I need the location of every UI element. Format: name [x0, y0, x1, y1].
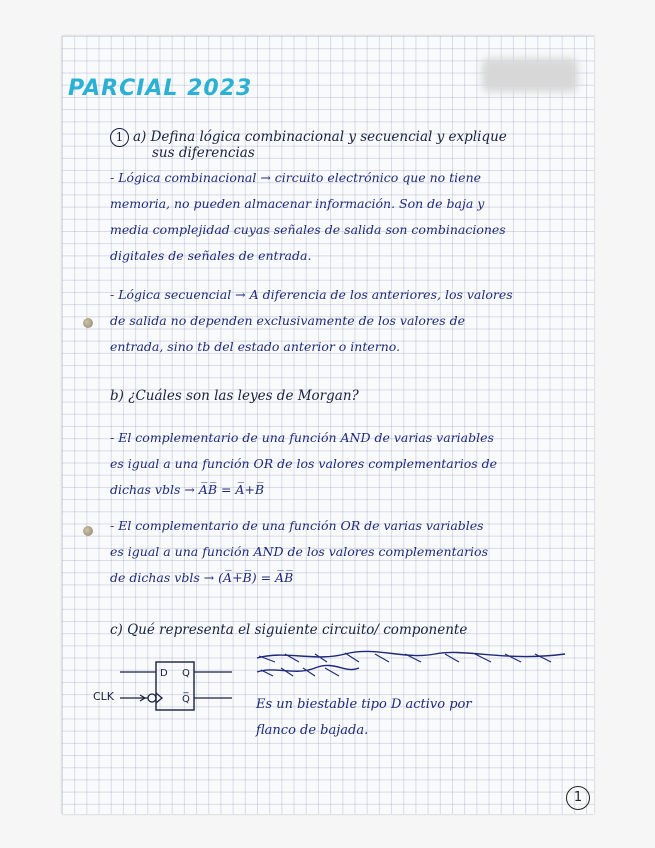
answer-sec-line-2: de salida no dependen exclusivamente de los valores de — [110, 313, 466, 328]
answer-c-line-2: flanco de bajada. — [256, 723, 369, 738]
ff-q-label: Q — [182, 668, 190, 679]
ff-qbar-label: Q̅ — [182, 694, 190, 705]
redacted-name-blur — [482, 58, 578, 92]
question-1a-line1: a) Defina lógica combinacional y secuencial y explique — [133, 129, 507, 145]
page-number: 1 — [566, 786, 590, 810]
crossed-out-scribble — [255, 648, 573, 678]
question-1c: c) Qué representa el siguiente circuito/ componente — [110, 622, 468, 638]
answer-comb-line-3: media complejidad cuyas señales de salida son combinaciones — [110, 222, 506, 237]
ff-clk-label: CLK — [93, 690, 115, 703]
answer-b1-line-2: es igual a una función OR de los valores complementarios de — [110, 456, 498, 471]
binder-hole-bottom — [83, 526, 93, 536]
ff-d-label: D — [160, 668, 168, 679]
answer-b2-line-2: es igual a una función AND de los valores complementarios — [110, 544, 488, 559]
answer-comb-line-4: digitales de señales de entrada. — [110, 248, 312, 263]
answer-comb-line-2: memoria, no pueden almacenar información. Son de baja y — [110, 196, 485, 211]
answer-b1-line-3: dichas vbls → A̅B̅ = A̅+B̅ — [110, 482, 265, 497]
binder-hole-top — [83, 318, 93, 328]
answer-c-line-1: Es un biestable tipo D activo por — [256, 697, 472, 712]
page-title: PARCIAL 2023 — [68, 76, 253, 101]
answer-b1-line-1: - El complementario de una función AND de varias variables — [110, 430, 494, 445]
question-1a-line2: sus diferencias — [152, 145, 255, 161]
answer-b2-line-1: - El complementario de una función OR de varias variables — [110, 518, 484, 533]
answer-sec-line-1: - Lógica secuencial → A diferencia de los anteriores, los valores — [110, 287, 513, 302]
answer-comb-line-1: - Lógica combinacional → circuito electrónico que no tiene — [110, 170, 482, 185]
question-1b: b) ¿Cuáles son las leyes de Morgan? — [110, 388, 359, 404]
answer-sec-line-3: entrada, sino tb del estado anterior o interno. — [110, 339, 401, 354]
d-flip-flop-diagram — [92, 660, 242, 720]
answer-b2-line-3: de dichas vbls → (A̅+̅B̅) = A̅B̅ — [110, 570, 294, 585]
question-number: 1 — [110, 128, 129, 147]
